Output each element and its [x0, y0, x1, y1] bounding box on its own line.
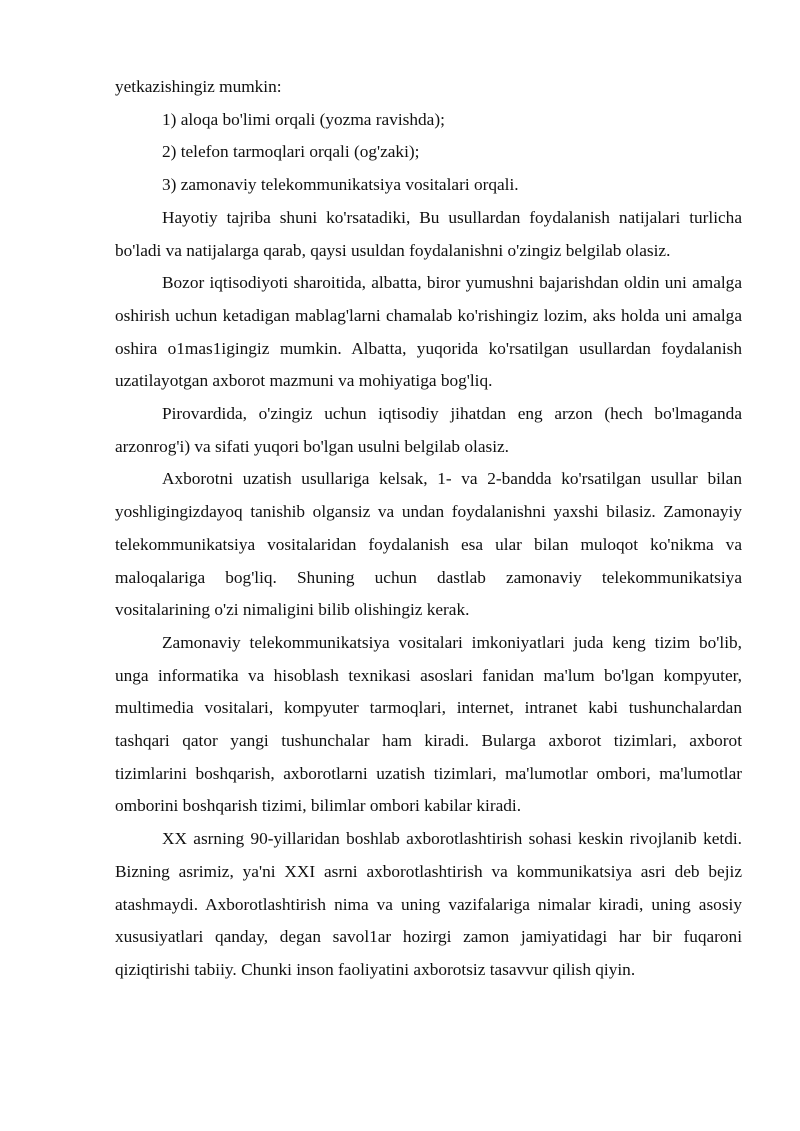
intro-line: yetkazishingiz mumkin: [115, 77, 282, 96]
paragraph: Hayotiy tajriba shuni ko'rsatadiki, Bu usullardan foydalanish natijalari turlicha bo'ladi va natijalarga qarab, qaysi usuldan foydalanishni o'zingiz belgilab olasiz. [115, 207, 742, 260]
list-item: 1) aloqa bo'limi orqali (yozma ravishda); [162, 109, 445, 129]
paragraph: XX asrning 90-yillaridan boshlab axborotlashtirish sohasi keskin rivojlanib ketdi. Bizning asrimiz, ya'ni XXI asrni axborotlashtirish va kommunikatsiya asri deb bejiz atashmaydi. Axborotlashtirish nima va uning vazifalariga nimalar kiradi, uning asosiy xususiyatlari qanday, degan savol1ar hozirgi zamon jamiyatidagi har bir fuqaroni qiziqtirishi tabiiy. Chunki inson faoliyatini axborotsiz tasavvur qilish qiyin. [115, 829, 742, 979]
paragraph: Pirovardida, o'zingiz uchun iqtisodiy jihatdan eng arzon (hech bo'lmaganda arzonrog'i) va sifati yuqori bo'lgan usulni belgilab olasiz. [115, 404, 742, 456]
paragraph: Axborotni uzatish usullariga kelsak, 1- va 2-bandda ko'rsatilgan usullar bilan yoshligingizdayoq tanishib olgansiz va undan foydalanishni yaxshi bilasiz. Zamonayiy telekommunikatsiya vositalaridan foydalanish esa ular bilan muloqot ko'nikma va maloqalariga bog'liq. Shuning uchun dastlab zamonaviy telekommunikatsiya vositalarining o'zi nimaligini bilib olishingiz kerak. [115, 469, 742, 620]
document-page [115, 71, 742, 987]
list-item: 3) zamonaviy telekommunikatsiya vositalari orqali. [162, 175, 519, 195]
list-item: 2) telefon tarmoqlari orqali (og'zaki); [162, 142, 420, 162]
paragraph: Bozor iqtisodiyoti sharoitida, albatta, biror yumushni bajarishdan oldin uni amalga oshirish uchun ketadigan mablag'larni chamalab ko'rishingiz lozim, aks holda uni amalga oshira o1mas1igingiz mumkin. Albatta, yuqorida ko'rsatilgan usullardan foydalanish uzatilayotgan axborot mazmuni va mohiyatiga bog'liq. [115, 273, 742, 391]
paragraph: Zamonaviy telekommunikatsiya vositalari imkoniyatlari juda keng tizim bo'lib, unga informatika va hisoblash texnikasi asoslari fanidan ma'lum bo'lgan kompyuter, multimedia vositalari, kompyuter tarmoqlari, internet, intranet kabi tushunchalardan tashqari qator yangi tushunchalar ham kiradi. Bularga axborot tizimlari, axborot tizimlarini boshqarish, axborotlarni uzatish tizimlari, ma'lumotlar ombori, ma'lumotlar omborini boshqarish tizimi, bilimlar ombori kabilar kiradi. [115, 632, 742, 816]
